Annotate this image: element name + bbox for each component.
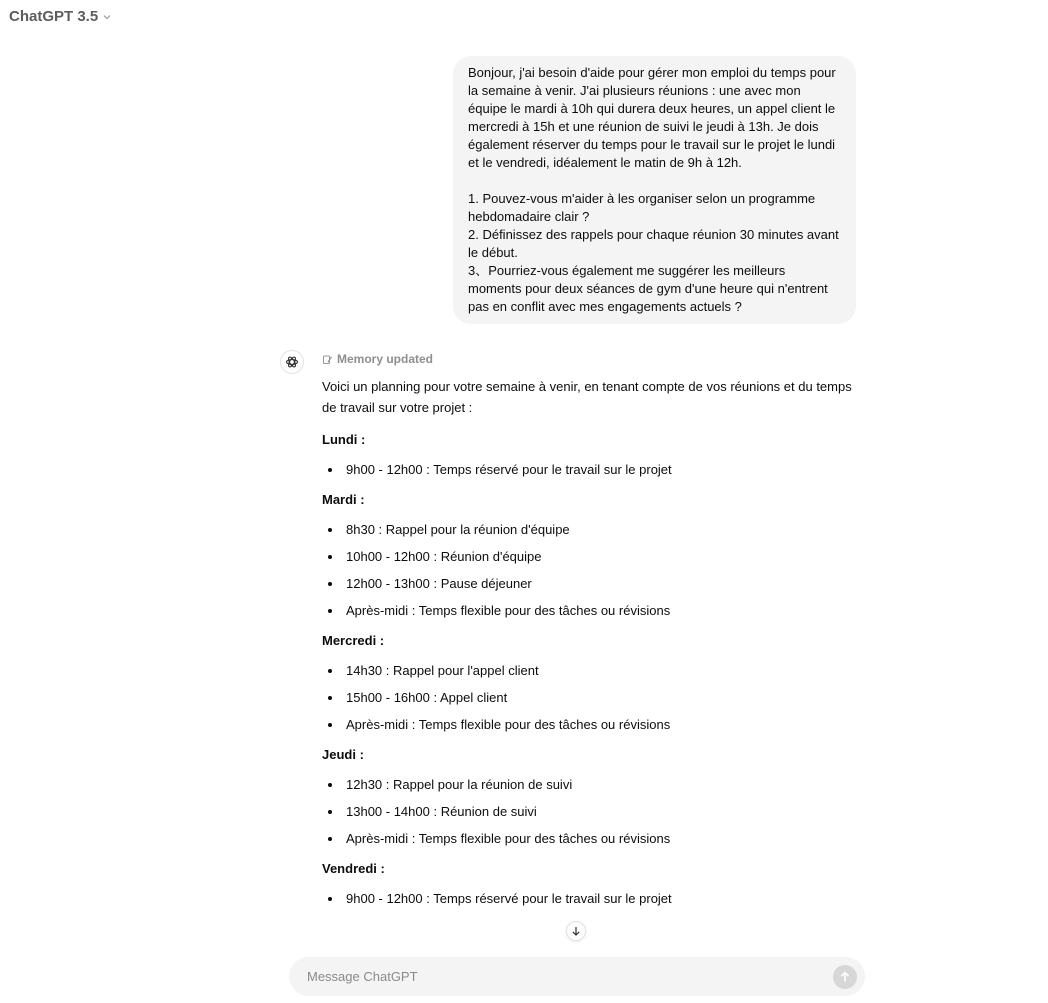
schedule-item: 13h00 - 14h00 : Réunion de suivi <box>346 804 857 820</box>
assistant-intro: Voici un planning pour votre semaine à venir, en tenant compte de vos réunions et du temps de travail sur votre projet : <box>322 379 852 415</box>
day-item-list <box>322 891 857 907</box>
schedule-item: 14h30 : Rappel pour l'appel client <box>346 663 857 679</box>
schedule-item: 12h00 - 13h00 : Pause déjeuner <box>346 576 857 592</box>
scroll-to-bottom-button[interactable] <box>566 921 586 941</box>
schedule-item: 15h00 - 16h00 : Appel client <box>346 690 857 706</box>
model-label: ChatGPT 3.5 <box>9 8 99 25</box>
day-item-list <box>322 462 857 478</box>
day-title: Vendredi : <box>322 861 385 876</box>
arrow-up-icon <box>839 971 851 983</box>
day-item-list <box>322 522 857 619</box>
schedule-item: 9h00 - 12h00 : Temps réservé pour le travail sur le projet <box>346 462 857 478</box>
memory-updated-indicator[interactable] <box>322 348 857 370</box>
schedule-item: Après-midi : Temps flexible pour des tâches ou révisions <box>346 831 857 847</box>
day-title: Jeudi : <box>322 747 364 762</box>
memory-icon <box>322 354 333 365</box>
schedule-item: 8h30 : Rappel pour la réunion d'équipe <box>346 522 857 538</box>
send-button[interactable] <box>833 965 857 989</box>
schedule-item: 12h30 : Rappel pour la réunion de suivi <box>346 777 857 793</box>
day-item-list <box>322 777 857 847</box>
schedule-item: Après-midi : Temps flexible pour des tâches ou révisions <box>346 603 857 619</box>
schedule-item: Après-midi : Temps flexible pour des tâches ou révisions <box>346 717 857 733</box>
day-item-list <box>322 663 857 733</box>
day-title: Lundi : <box>322 432 366 447</box>
user-message: Bonjour, j'ai besoin d'aide pour gérer mon emploi du temps pour la semaine à venir. J'ai plusieurs réunions : une avec mon équipe le mardi à 10h qui durera deux heures, un appel client le mercredi à 15h et une réunion de suivi le jeudi à 13h. Je dois également réserver du temps pour le travail sur le projet le lundi et le vendredi, idéalement le matin de 9h à 12h. 1. Pouvez-vous m'aider à les organiser selon un programme hebdomadaire clair ? 2. Définissez des rappels pour chaque réunion 30 minutes avant le début. 3、Pourriez-vous également me suggérer les meilleurs moments pour deux séances de gym d'une heure qui n'entrent pas en conflit avec mes engagements actuels ? <box>453 56 856 324</box>
assistant-content <box>322 348 857 918</box>
day-title: Mercredi : <box>322 633 385 648</box>
memory-label: Memory updated <box>337 352 434 366</box>
schedule-item: 10h00 - 12h00 : Réunion d'équipe <box>346 549 857 565</box>
schedule-item: 9h00 - 12h00 : Temps réservé pour le travail sur le projet <box>346 891 857 907</box>
message-composer <box>289 957 865 996</box>
openai-logo-icon <box>280 350 304 374</box>
day-title: Mardi : <box>322 492 365 507</box>
arrow-down-icon <box>571 926 581 936</box>
schedule-days <box>322 432 857 907</box>
message-input[interactable] <box>305 968 833 985</box>
